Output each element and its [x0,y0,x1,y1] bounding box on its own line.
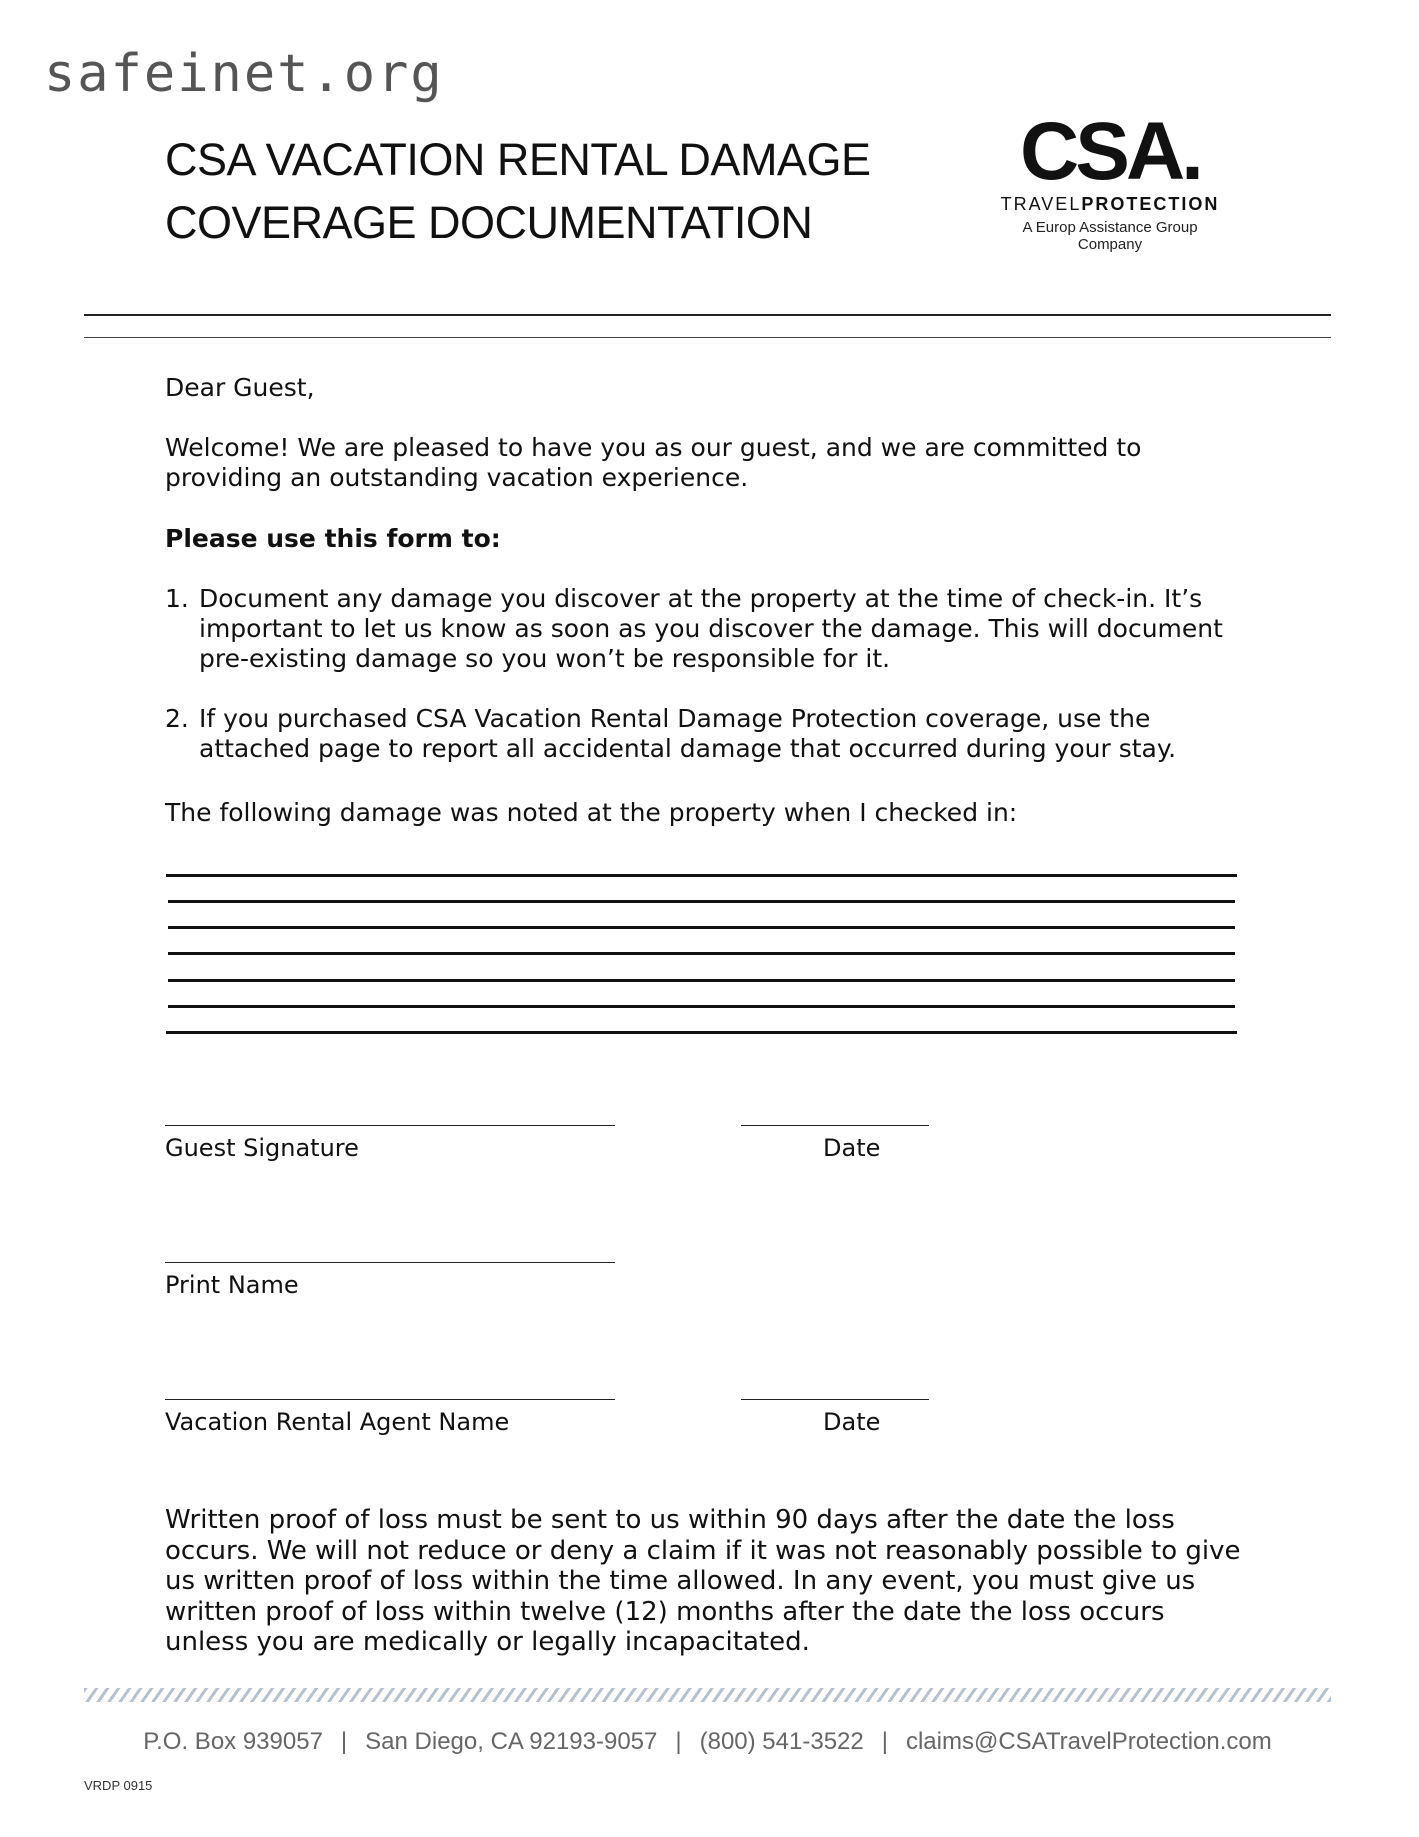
agent-name-label: Vacation Rental Agent Name [165,1408,510,1436]
guest-signature-label: Guest Signature [165,1134,359,1162]
damage-entry-line[interactable] [168,926,1235,929]
footer-separator: | [340,1728,348,1755]
proof-of-loss-paragraph: Written proof of loss must be sent to us within 90 days after the date the loss occurs. We will not reduce or deny a claim if it was not reasonably possible to give us written proof of loss within the time allowed. In any event, you must give us written proof of loss within twelve (12) months after the date the loss occurs unless you are medically or legally incapacitated. [165,1505,1241,1657]
header-rule-top [84,314,1331,316]
title-line-1: CSA VACATION RENTAL DAMAGE [165,134,871,185]
guest-date-label: Date [823,1134,881,1162]
logo-subtitle [990,194,1230,215]
logo-sub-bold: PROTECTION [1081,194,1220,214]
footer-po-box: P.O. Box 939057 [143,1728,323,1755]
guest-signature-line[interactable] [165,1125,615,1126]
logo-mark: CSA. [1020,106,1200,197]
agent-date-label: Date [823,1408,881,1436]
welcome-paragraph: Welcome! We are pleased to have you as our guest, and we are committed to providing an outstanding vacation experience. [165,433,1142,492]
damage-entry-line[interactable] [168,979,1235,982]
footer-city: San Diego, CA 92193-9057 [365,1728,658,1755]
damage-noted-prompt: The following damage was noted at the property when I checked in: [165,798,1018,827]
list-item-number: 2. [165,704,189,733]
list-item-text: If you purchased CSA Vacation Rental Damage Protection coverage, use the attached page to report all accidental damage that occurred during your stay. [199,704,1177,763]
agent-name-line[interactable] [165,1399,615,1400]
list-item [165,584,1255,674]
footer-separator: | [675,1728,682,1755]
contact-footer [84,1728,1331,1756]
footer-separator: | [881,1728,888,1755]
damage-entry-line[interactable] [168,1005,1235,1008]
damage-entry-line[interactable] [166,874,1237,877]
list-item-number: 1. [165,584,189,613]
guest-date-line[interactable] [741,1125,929,1126]
logo-tagline: A Europ Assistance Group Company [1022,219,1198,253]
damage-entry-line[interactable] [168,952,1235,955]
logo-sub-light: TRAVEL [1000,194,1082,214]
footer-phone: (800) 541-3522 [699,1728,864,1755]
title-line-2: COVERAGE DOCUMENTATION [165,197,813,248]
print-name-label: Print Name [165,1271,299,1299]
form-code: VRDP 0915 [84,1778,153,1793]
print-name-line[interactable] [165,1262,615,1263]
footer-hatch-divider [84,1688,1331,1702]
damage-entry-line[interactable] [166,1031,1237,1034]
damage-entry-line[interactable] [168,900,1235,903]
agent-date-line[interactable] [741,1399,929,1400]
watermark-text: safeinet.org [44,44,444,104]
page-title [165,128,870,254]
list-item [165,704,1255,764]
list-item-text: Document any damage you discover at the property at the time of check-in. It’s important to let us know as soon as you discover the damage. This will document pre-existing damage so you won’t be responsible for it. [199,584,1223,673]
csa-logo [990,106,1230,253]
footer-email: claims@CSATravelProtection.com [905,1728,1272,1755]
salutation: Dear Guest, [165,373,315,402]
header-rule-bottom [84,337,1331,338]
form-purpose-heading: Please use this form to: [165,524,501,553]
